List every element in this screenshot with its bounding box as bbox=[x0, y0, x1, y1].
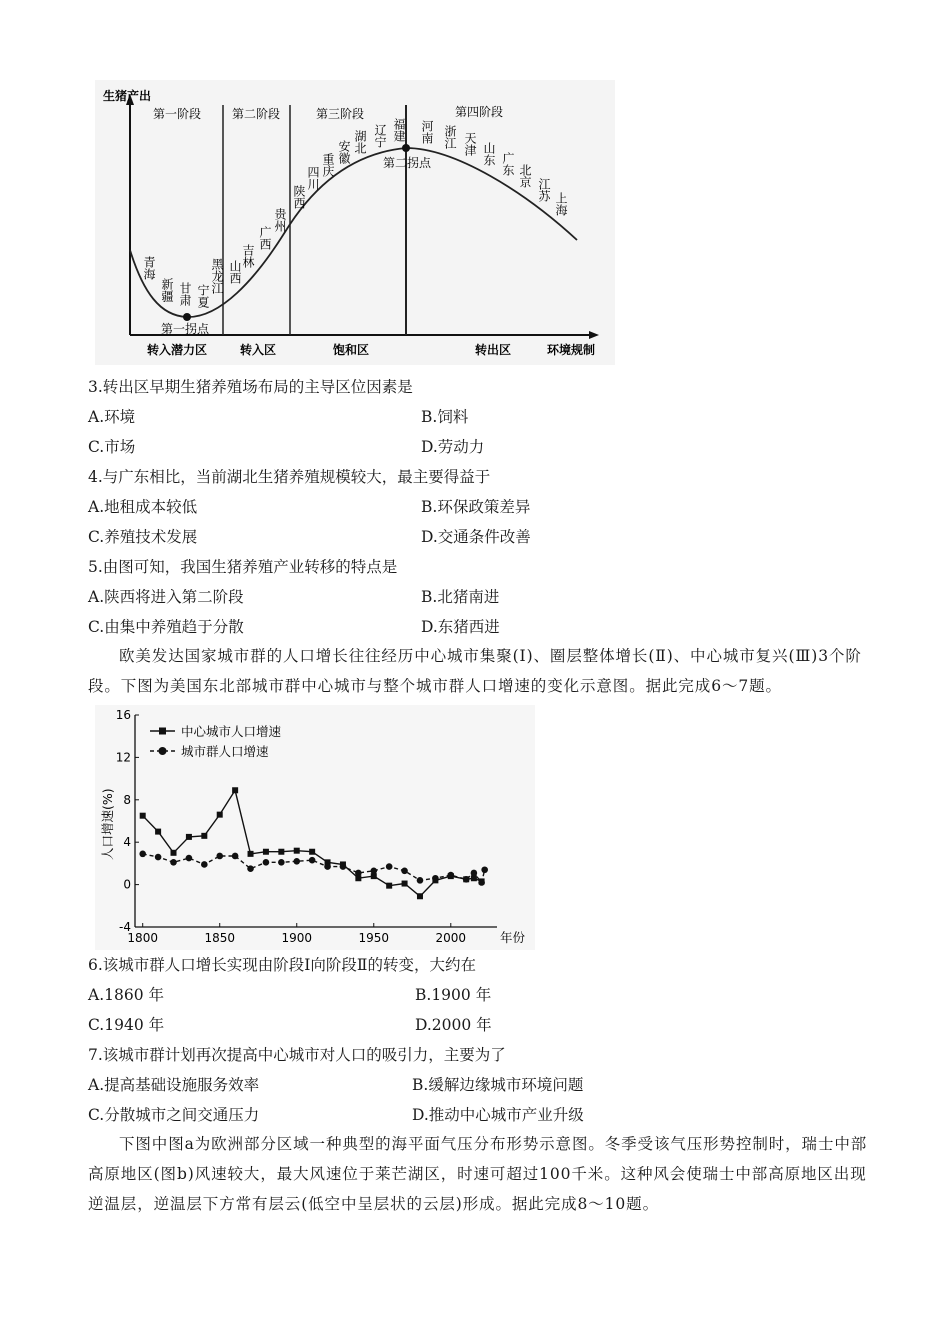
center-city-point bbox=[417, 893, 423, 899]
province-label: 四川 bbox=[306, 166, 320, 190]
city-cluster-point bbox=[432, 875, 439, 882]
city-cluster-point bbox=[309, 857, 316, 864]
question-3-option-b: B.饲料 bbox=[421, 408, 469, 426]
y-axis-title: 人口增速(%) bbox=[100, 788, 115, 860]
center-city-point bbox=[263, 849, 269, 855]
center-city-point bbox=[309, 849, 315, 855]
province-label: 湖北 bbox=[353, 130, 367, 154]
question-4-option-a: A.地租成本较低 bbox=[88, 498, 198, 516]
province-label: 新疆 bbox=[160, 278, 174, 302]
city-cluster-point bbox=[463, 876, 470, 883]
city-cluster-point bbox=[324, 863, 331, 870]
city-cluster-point bbox=[170, 859, 177, 866]
question-6-option-c: C.1940 年 bbox=[88, 1016, 165, 1034]
province-label: 山西 bbox=[228, 260, 242, 284]
city-cluster-point bbox=[447, 872, 454, 879]
question-7-stem: 7.该城市群计划再次提高中心城市对人口的吸引力，主要为了 bbox=[88, 1046, 506, 1064]
question-4-option-b: B.环保政策差异 bbox=[421, 498, 531, 516]
city-cluster-point bbox=[478, 879, 485, 886]
city-cluster-point bbox=[201, 861, 208, 868]
question-5-option-d: D.东猪西进 bbox=[421, 618, 500, 636]
stage-label: 第二阶段 bbox=[232, 107, 281, 121]
y-tick-label: -4 bbox=[119, 920, 131, 934]
center-city-point bbox=[278, 849, 284, 855]
turning-point-1-label: 第一拐点 bbox=[161, 322, 210, 336]
legend-label-city-cluster: 城市群人口增速 bbox=[181, 744, 269, 759]
city-cluster-point bbox=[293, 858, 300, 865]
question-4-stem: 4.与广东相比，当前湖北生猪养殖规模较大，最主要得益于 bbox=[88, 468, 491, 486]
center-city-point bbox=[201, 833, 207, 839]
question-3-option-a: A.环境 bbox=[88, 408, 136, 426]
province-label: 江苏 bbox=[537, 178, 551, 202]
province-label: 天津 bbox=[463, 132, 477, 156]
x-axis-title: 年份 bbox=[500, 930, 526, 945]
x-tick-label: 1900 bbox=[281, 931, 313, 945]
stage-label: 第一阶段 bbox=[153, 107, 202, 121]
province-label: 山东 bbox=[482, 142, 496, 166]
y-tick-label: 8 bbox=[123, 792, 131, 807]
question-6-option-b: B.1900 年 bbox=[415, 986, 492, 1004]
city-cluster-point bbox=[386, 863, 393, 870]
province-label: 陕西 bbox=[292, 185, 306, 209]
zone-label: 饱和区 bbox=[333, 343, 370, 357]
question-4-option-d: D.交通条件改善 bbox=[421, 528, 531, 546]
question-3-stem: 3.转出区早期生猪养殖场布局的主导区位因素是 bbox=[88, 378, 413, 396]
x-axis-label: 环境规制 bbox=[547, 343, 596, 357]
province-label: 上海 bbox=[554, 192, 568, 216]
city-cluster-point bbox=[481, 866, 488, 873]
center-city-point bbox=[402, 881, 408, 887]
province-label: 安徽 bbox=[337, 140, 351, 164]
question-7-option-b: B.缓解边缘城市环境问题 bbox=[412, 1076, 584, 1094]
province-label: 吉林 bbox=[241, 244, 255, 268]
question-7-option-c: C.分散城市之间交通压力 bbox=[88, 1106, 260, 1124]
center-city-point bbox=[248, 851, 254, 857]
legend-label-center-city: 中心城市人口增速 bbox=[181, 724, 282, 739]
province-label: 辽宁 bbox=[373, 124, 387, 148]
y-tick-label: 4 bbox=[123, 835, 131, 850]
province-label: 广东 bbox=[501, 152, 515, 176]
question-7-option-a: A.提高基础设施服务效率 bbox=[88, 1076, 260, 1094]
population-growth-chart bbox=[95, 705, 535, 950]
stage-label: 第三阶段 bbox=[316, 107, 365, 121]
question-4-option-c: C.养殖技术发展 bbox=[88, 528, 198, 546]
y-axis-label: 生猪产出 bbox=[103, 89, 152, 103]
question-5-stem: 5.由图可知，我国生猪养殖产业转移的特点是 bbox=[88, 558, 398, 576]
zone-label: 转入区 bbox=[240, 343, 277, 357]
province-label: 重庆 bbox=[321, 153, 335, 177]
city-cluster-point bbox=[417, 877, 424, 884]
question-6-option-a: A.1860 年 bbox=[88, 986, 164, 1004]
city-cluster-point bbox=[232, 853, 239, 860]
city-cluster-point bbox=[401, 868, 408, 875]
question-5-option-c: C.由集中养殖趋于分散 bbox=[88, 618, 244, 636]
center-city-point bbox=[386, 883, 392, 889]
province-label: 北京 bbox=[518, 164, 532, 188]
zone-label: 转出区 bbox=[475, 343, 512, 357]
question-6-option-d: D.2000 年 bbox=[415, 1016, 492, 1034]
province-label: 甘肃 bbox=[178, 282, 192, 306]
x-tick-label: 1950 bbox=[358, 931, 390, 945]
city-cluster-point bbox=[471, 870, 478, 877]
y-tick-label: 0 bbox=[123, 877, 131, 892]
x-tick-label: 2000 bbox=[435, 931, 467, 945]
passage-cities: 欧美发达国家城市群的人口增长往往经历中心城市集聚(Ⅰ)、圈层整体增长(Ⅱ)、中心城市复兴(Ⅲ)3个阶段。下图为美国东北部城市群中心城市与整个城市群人口增速的变化示意图。据此完成6～7题。 bbox=[88, 647, 862, 695]
pig-production-diagram bbox=[95, 80, 615, 365]
city-cluster-point bbox=[355, 870, 362, 877]
province-label: 浙江 bbox=[443, 125, 457, 149]
city-cluster-point bbox=[216, 853, 223, 860]
province-label: 福建 bbox=[392, 118, 406, 142]
province-label: 贵州 bbox=[273, 208, 287, 232]
x-tick-label: 1800 bbox=[127, 931, 158, 945]
center-city-point bbox=[217, 812, 223, 818]
question-5-option-a: A.陕西将进入第二阶段 bbox=[88, 588, 244, 606]
y-tick-label: 12 bbox=[115, 750, 131, 765]
city-cluster-point bbox=[155, 854, 162, 861]
province-label: 黑龙江 bbox=[210, 258, 224, 294]
province-label: 广西 bbox=[258, 226, 272, 250]
center-city-point bbox=[140, 813, 146, 819]
question-3-option-d: D.劳动力 bbox=[421, 438, 485, 456]
question-3-option-c: C.市场 bbox=[88, 438, 136, 456]
question-6-stem: 6.该城市群人口增长实现由阶段Ⅰ向阶段Ⅱ的转变，大约在 bbox=[88, 956, 476, 974]
city-cluster-point bbox=[186, 855, 193, 862]
center-city-point bbox=[155, 829, 161, 835]
center-city-point bbox=[294, 848, 300, 854]
zone-label: 转入潜力区 bbox=[147, 343, 208, 357]
center-city-point bbox=[171, 850, 177, 856]
city-cluster-point bbox=[278, 859, 285, 866]
center-city-point bbox=[232, 787, 238, 793]
x-tick-label: 1850 bbox=[204, 931, 235, 945]
city-cluster-point bbox=[340, 863, 347, 870]
province-label: 河南 bbox=[420, 120, 434, 144]
city-cluster-point bbox=[370, 868, 377, 875]
province-label: 宁夏 bbox=[196, 284, 210, 308]
passage-swiss-wind: 下图中图a为欧洲部分区域一种典型的海平面气压分布形势示意图。冬季受该气压形势控制时，瑞士中部高原地区(图b)风速较大，最大风速位于莱芒湖区，时速可超过100千米。这种风会使瑞士中部高原地区出现逆温层，逆温层下方常有层云(低空中呈层状的云层)形成。据此完成8～10题。 bbox=[88, 1135, 868, 1213]
question-5-option-b: B.北猪南进 bbox=[421, 588, 500, 606]
center-city-point bbox=[186, 834, 192, 840]
stage-label: 第四阶段 bbox=[455, 105, 504, 119]
city-cluster-point bbox=[139, 851, 146, 858]
y-tick-label: 16 bbox=[115, 708, 131, 722]
turning-point-2-label: 第二拐点 bbox=[383, 156, 432, 170]
province-label: 青海 bbox=[142, 256, 156, 280]
question-7-option-d: D.推动中心城市产业升级 bbox=[412, 1106, 584, 1124]
city-cluster-point bbox=[263, 859, 270, 866]
city-cluster-point bbox=[247, 865, 254, 872]
